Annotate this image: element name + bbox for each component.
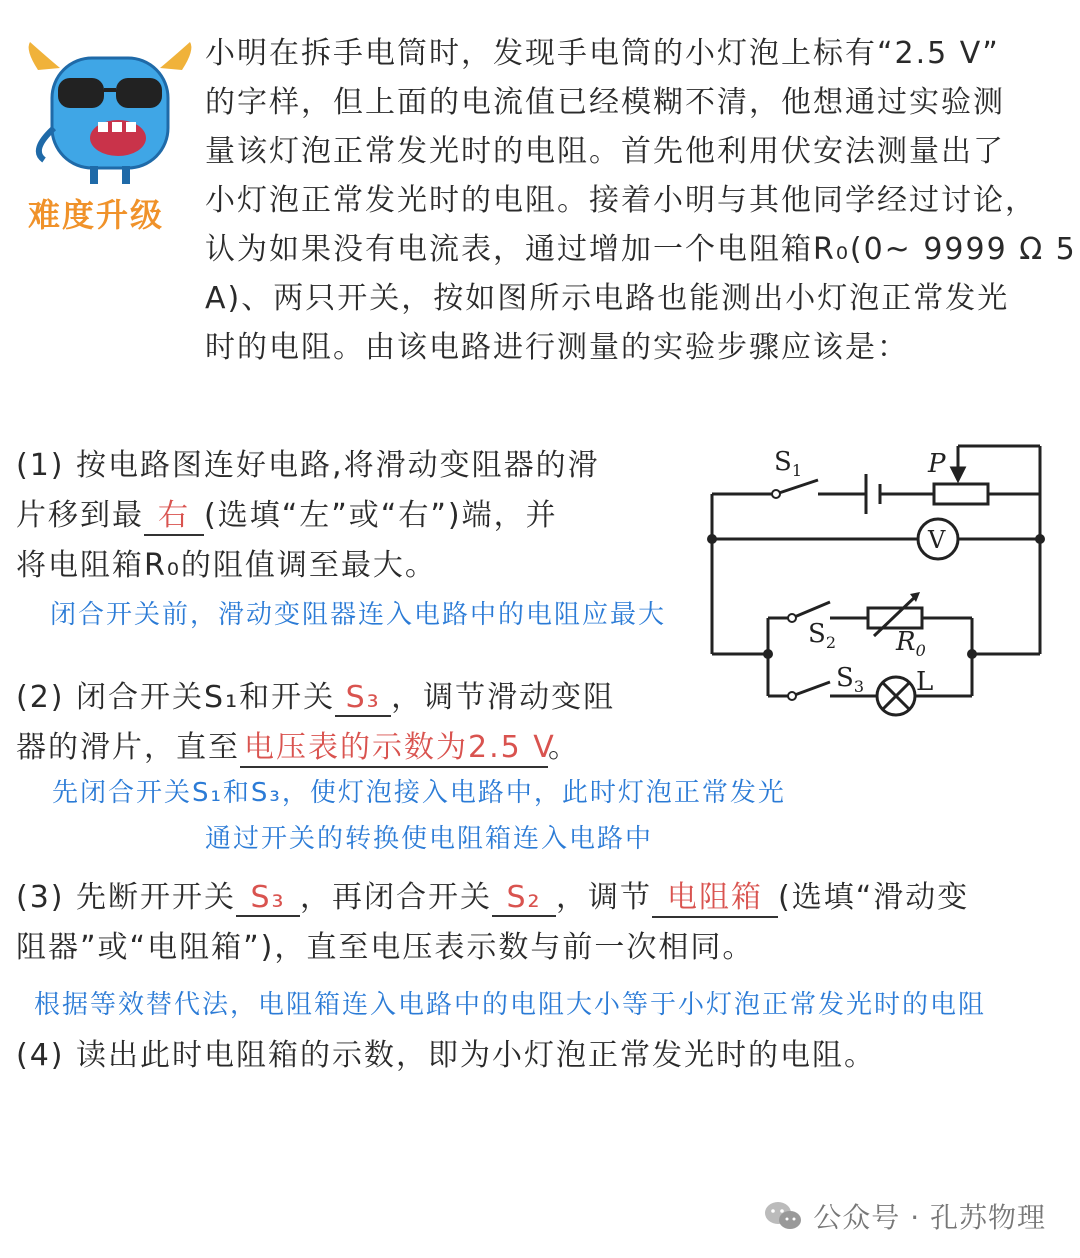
label-r0: $R_0$ xyxy=(896,627,926,660)
footer-text: 公众号 · 孔苏物理 xyxy=(813,1201,1046,1234)
label-s1: $S_1$ xyxy=(774,447,802,480)
label-s2: $S_2$ xyxy=(808,619,836,652)
intro-line: 认为如果没有电流表，通过增加一个电阻箱R₀(0~ 9999 Ω 5 xyxy=(205,232,1077,267)
intro-line: 时的电阻。由该电路进行测量的实验步骤应该是： xyxy=(205,330,909,365)
step2-line1 xyxy=(16,672,615,717)
step4-line1: (4) 读出此时电阻箱的示数，即为小灯泡正常发光时的电阻。 xyxy=(16,1038,877,1073)
step3-text: (选填“滑动变 xyxy=(778,880,970,915)
label-s3: $S_3$ xyxy=(836,663,864,696)
step3-text: ，再闭合开关 xyxy=(300,880,493,915)
step3-line2: 阻器”或“电阻箱”)，直至电压表示数与前一次相同。 xyxy=(16,930,755,965)
step2-text: (2) 闭合开关S₁和开关 xyxy=(16,680,336,715)
label-l: L xyxy=(916,667,934,697)
step2-text: ，调节滑动变阻 xyxy=(391,680,616,715)
step1-line3: 将电阻箱R₀的阻值调至最大。 xyxy=(16,548,437,583)
label-v: V xyxy=(928,526,946,554)
step1-line1: (1) 按电路图连好电路,将滑动变阻器的滑 xyxy=(16,448,600,483)
intro-line: 小灯泡正常发光时的电阻。接着小明与其他同学经过讨论， xyxy=(205,183,1037,218)
step2-note-2: 通过开关的转换使电阻箱连入电路中 xyxy=(205,824,654,854)
step2-answer-2: 电压表的示数为2.5 V xyxy=(240,722,548,768)
step2-text: 。 xyxy=(548,730,580,765)
label-p: P xyxy=(928,449,946,479)
circuit-diagram xyxy=(700,436,1060,726)
step2-note-1: 先闭合开关S₁和S₃，使灯泡接入电路中，此时灯泡正常发光 xyxy=(52,778,786,808)
mascot-icon xyxy=(20,40,200,190)
intro-line: 小明在拆手电筒时，发现手电筒的小灯泡上标有“2.5 V” xyxy=(205,36,1000,71)
step3-answer-2: S₂ xyxy=(492,880,556,917)
intro-line: A)、两只开关，按如图所示电路也能测出小灯泡正常发光 xyxy=(205,281,1010,316)
step1-text: (选填“左”或“右”)端，并 xyxy=(204,498,558,533)
step3-answer-3: 电阻箱 xyxy=(652,872,778,918)
step3-text: (3) 先断开开关 xyxy=(16,880,237,915)
step1-text: 片移到最 xyxy=(16,498,144,533)
step1-line2 xyxy=(16,490,558,536)
intro-line: 的字样，但上面的电流值已经模糊不清，他想通过实验测 xyxy=(205,85,1005,120)
wechat-icon xyxy=(763,1200,803,1232)
step2-line2 xyxy=(16,722,580,768)
mascot xyxy=(20,40,200,190)
intro-line: 量该灯泡正常发光时的电阻。首先他利用伏安法测量出了 xyxy=(205,134,1005,169)
step3-answer-1: S₃ xyxy=(236,880,300,917)
step2-answer-1: S₃ xyxy=(335,680,391,717)
step3-line1 xyxy=(16,872,969,918)
step1-note: 闭合开关前，滑动变阻器连入电路中的电阻应最大 xyxy=(50,600,667,630)
step3-note: 根据等效替代法，电阻箱连入电路中的电阻大小等于小灯泡正常发光时的电阻 xyxy=(34,990,987,1020)
step3-text: ，调节 xyxy=(556,880,653,915)
step1-answer: 右 xyxy=(144,490,204,536)
footer-watermark xyxy=(763,1196,1046,1236)
step2-text: 器的滑片，直至 xyxy=(16,730,240,765)
difficulty-label: 难度升级 xyxy=(28,196,165,234)
